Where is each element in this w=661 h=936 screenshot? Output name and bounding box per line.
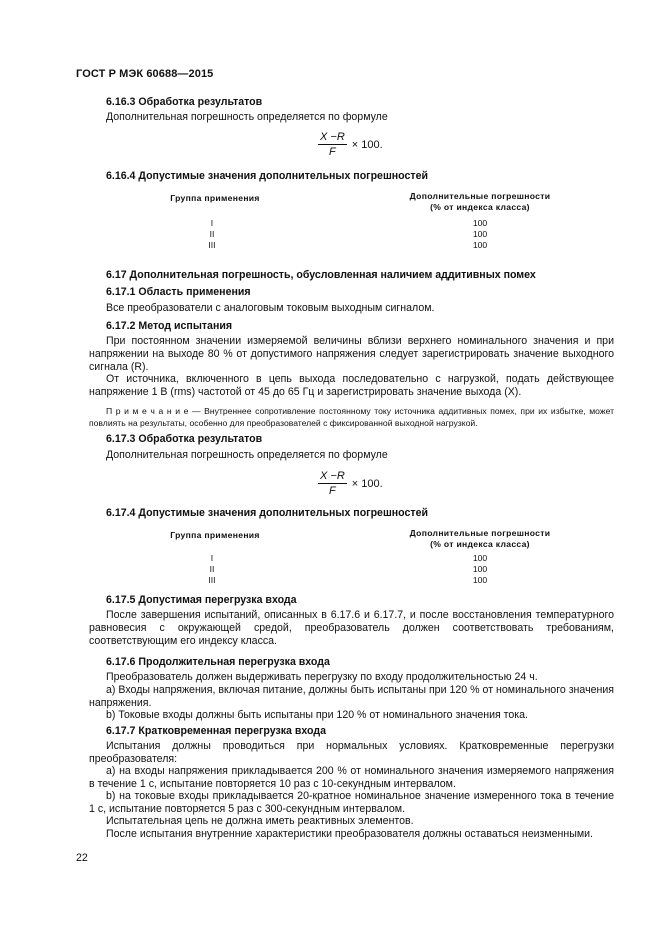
formula-tail: × 100. xyxy=(351,477,383,490)
formula-denominator: F xyxy=(329,485,336,497)
table-cell-value: 100 xyxy=(472,240,488,250)
page-number: 22 xyxy=(76,852,88,864)
table-cell-group: II xyxy=(209,229,215,239)
table-cell-value: 100 xyxy=(472,229,488,239)
formula-6-16-3 xyxy=(318,131,383,158)
section-heading-6-17-3: 6.17.3 Обработка результатов xyxy=(106,433,263,445)
note-text: Внутреннее сопротивление постоянному току источника аддитивных помех, при их избытке, может повлиять на результаты, особенно для преобразователей с фиксированной выходной нагрузкой. xyxy=(89,406,615,428)
section-heading-6-17-4: 6.17.4 Допустимые значения дополнительных погрешностей xyxy=(106,507,428,519)
formula-6-17-3 xyxy=(318,470,383,497)
section-heading-6-17-2: 6.17.2 Метод испытания xyxy=(106,320,233,332)
scope-text: Все преобразователи с аналоговым токовым выходным сигналом. xyxy=(106,302,435,314)
table-header-errors xyxy=(390,528,570,550)
short-overload-item-b: b) на токовые входы прикладывается 20-кратное номинальное значение измеренного тока в течение 1 с, испытание повторяется 5 раз с 300-секундным интервалом. xyxy=(89,790,614,815)
table-header-errors-line2: (% от индекса класса) xyxy=(430,539,530,549)
long-overload-item-a: a) Входы напряжения, включая питание, должны быть испытаны при 120 % от номинального значения напряжения. xyxy=(89,684,614,709)
formula-intro-text: Дополнительная погрешность определяется по формуле xyxy=(106,111,388,123)
table-header-group: Группа применения xyxy=(170,530,260,540)
section-heading-6-17-5: 6.17.5 Допустимая перегрузка входа xyxy=(106,594,297,606)
method-paragraph-1: При постоянном значении измеряемой величины вблизи верхнего номинального значения и при напряжении на выходе 80 % от допустимого напряжения следует зарегистрировать значение выходного сигнала (R). xyxy=(89,335,614,373)
section-heading-6-16-4: 6.16.4 Допустимые значения дополнительных погрешностей xyxy=(106,170,428,182)
formula-tail: × 100. xyxy=(351,138,383,151)
formula-numerator: X −R xyxy=(320,131,345,143)
short-overload-item-a: a) на входы напряжения прикладывается 200 % от номинального значения измеряемого напряжения в течение 1 с, испытание повторяется 10 раз с 10-секундным интервалом. xyxy=(89,765,614,790)
table-header-group: Группа применения xyxy=(170,193,260,203)
short-overload-paragraph-5: После испытания внутренние характеристики преобразователя должны оставаться неизменными. xyxy=(106,828,593,840)
table-cell-value: 100 xyxy=(472,218,488,228)
short-overload-paragraph-1: Испытания должны проводиться при нормальных условиях. Кратковременные перегрузки преобразователя: xyxy=(89,740,614,765)
section-heading-6-17-6: 6.17.6 Продолжительная перегрузка входа xyxy=(106,656,330,668)
formula-denominator: F xyxy=(329,146,336,158)
table-cell-group: III xyxy=(208,575,216,585)
table-header-errors xyxy=(390,191,570,213)
short-overload-paragraph-4: Испытательная цепь не должна иметь реактивных элементов. xyxy=(106,815,414,827)
section-heading-6-17-7: 6.17.7 Кратковременная перегрузка входа xyxy=(106,725,326,737)
table-cell-value: 100 xyxy=(472,564,488,574)
formula-numerator: X −R xyxy=(320,470,345,482)
table-cell-value: 100 xyxy=(472,553,488,563)
long-overload-paragraph-1: Преобразователь должен выдерживать перегрузку по входу продолжительностью 24 ч. xyxy=(106,671,538,683)
formula-fraction xyxy=(318,131,347,158)
table-cell-group: III xyxy=(208,240,216,250)
note-paragraph xyxy=(89,405,614,429)
note-label: П р и м е ч а н и е — xyxy=(106,406,201,416)
table-header-errors-line1: Дополнительные погрешности xyxy=(409,528,551,538)
table-cell-group: I xyxy=(210,218,214,228)
overload-paragraph: После завершения испытаний, описанных в 6.17.6 и 6.17.7, и после восстановления температурного равновесия с окружающей средой, преобразователь должен соответствовать требованиям, соответствующим его индексу класса. xyxy=(89,609,614,647)
section-heading-6-16-3: 6.16.3 Обработка результатов xyxy=(106,96,263,108)
page-header: ГОСТ Р МЭК 60688—2015 xyxy=(76,68,214,80)
table-cell-group: II xyxy=(209,564,215,574)
table-header-errors-line2: (% от индекса класса) xyxy=(430,202,530,212)
table-cell-group: I xyxy=(210,553,214,563)
formula-fraction xyxy=(318,470,347,497)
long-overload-item-b: b) Токовые входы должны быть испытаны при 120 % от номинального значения тока. xyxy=(106,709,529,721)
method-paragraph-2: От источника, включенного в цепь выхода последовательно с нагрузкой, подать действующее напряжение 1 В (rms) частотой от 45 до 65 Гц и зарегистрировать значение выхода (X). xyxy=(89,373,614,398)
table-cell-value: 100 xyxy=(472,575,488,585)
section-heading-6-17: 6.17 Дополнительная погрешность, обусловленная наличием аддитивных помех xyxy=(106,269,536,281)
formula-intro-text: Дополнительная погрешность определяется по формуле xyxy=(106,449,388,461)
section-heading-6-17-1: 6.17.1 Область применения xyxy=(106,286,251,298)
table-header-errors-line1: Дополнительные погрешности xyxy=(409,191,551,201)
